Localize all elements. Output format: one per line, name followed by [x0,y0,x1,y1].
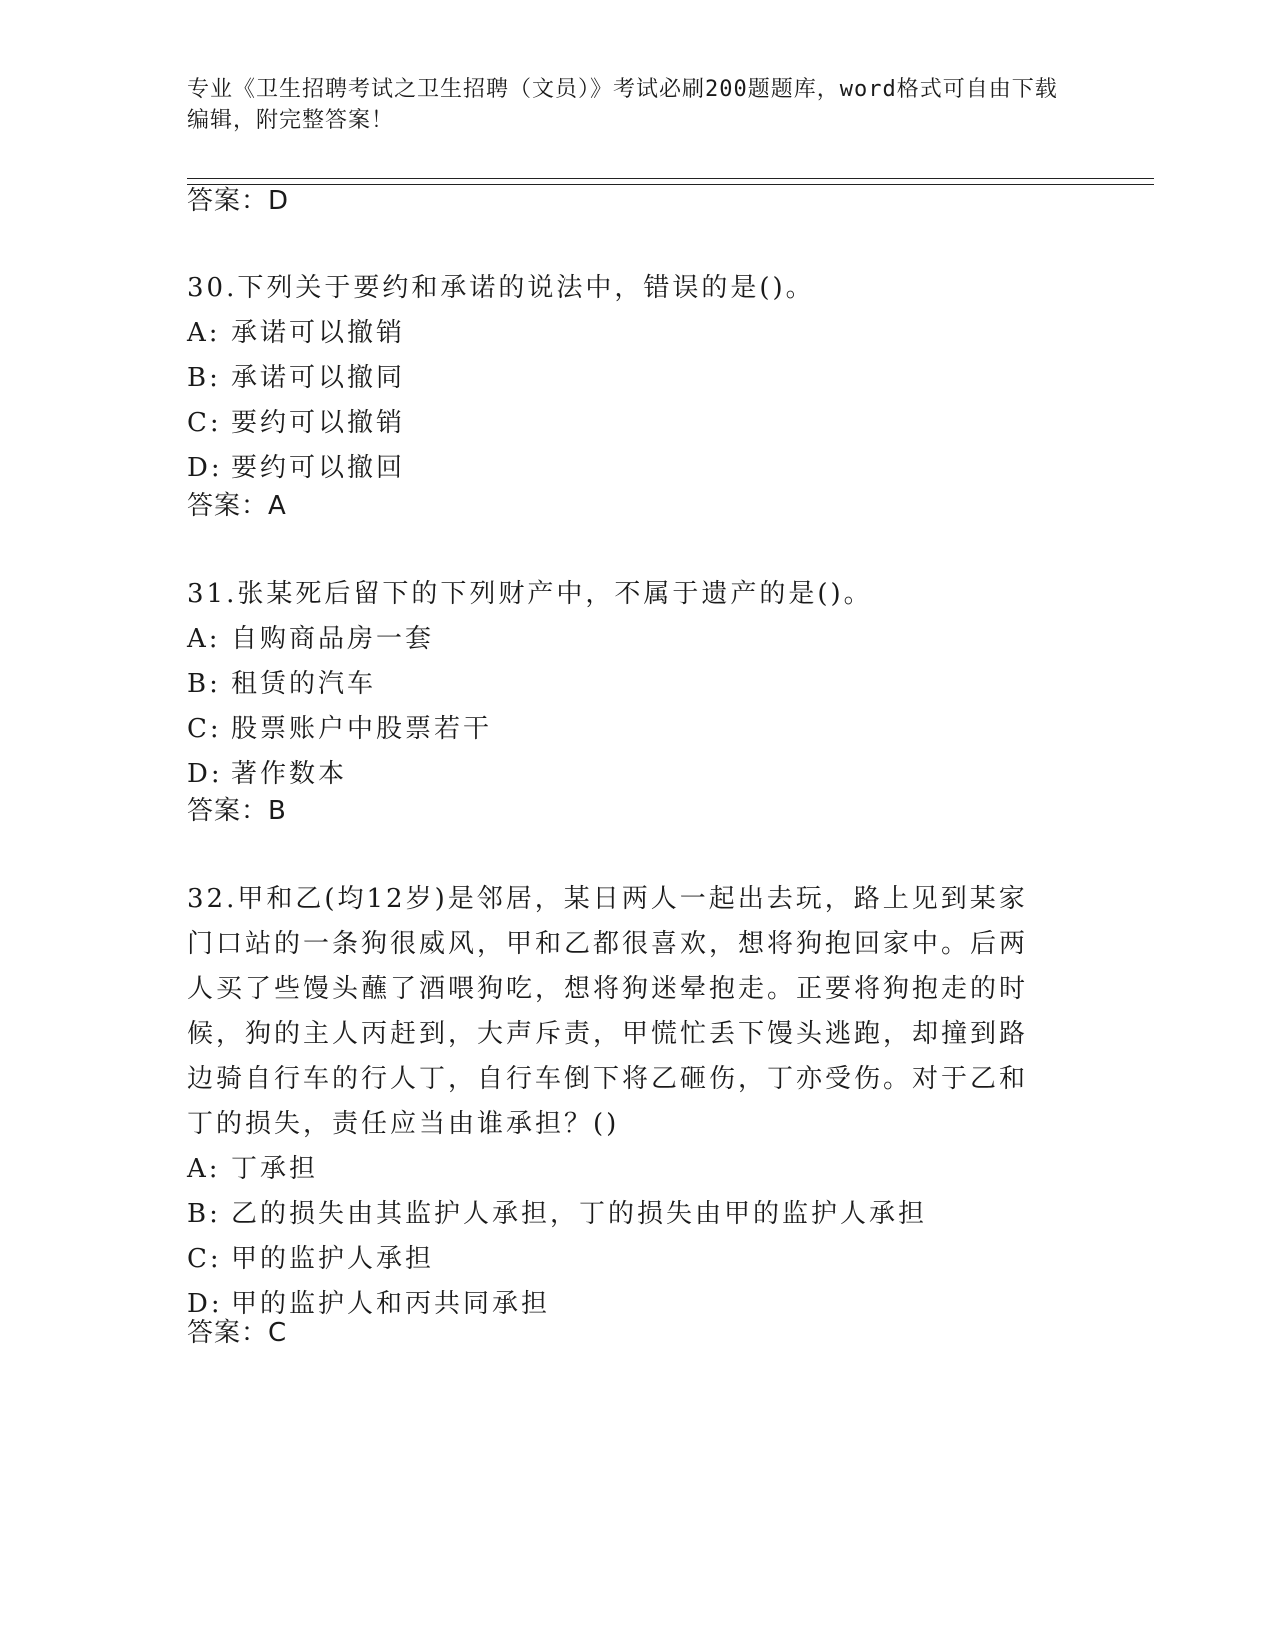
answer-label: 答案： [187,1318,269,1348]
answer-label: 答案： [187,796,269,826]
option-text: 乙的损失由其监护人承担，丁的损失由甲的监护人承担 [231,1199,928,1229]
option-c [187,401,1067,446]
option-text: 承诺可以撤销 [231,318,406,348]
option-key: B: [187,363,221,393]
option-text: 股票账户中股票若干 [231,714,493,744]
answer-line [187,794,287,828]
option-key: D: [187,759,223,789]
option-list [187,311,1067,491]
option-list [187,1147,1047,1327]
option-b [187,662,1067,707]
option-key: A: [187,1154,221,1184]
header-divider [187,178,1154,185]
option-key: C: [187,408,222,438]
answer-line [187,489,287,523]
question-block [187,266,1067,491]
option-text: 自购商品房一套 [231,624,435,654]
option-text: 承诺可以撤同 [231,363,406,393]
answer-value: D [268,186,290,216]
option-key: A: [187,624,221,654]
option-c [187,707,1067,752]
question-block [187,572,1067,797]
option-key: A: [187,318,221,348]
option-a [187,1147,1047,1192]
question-stem: 31.张某死后留下的下列财产中，不属于遗产的是()。 [187,579,873,609]
option-text: 要约可以撤回 [231,453,406,483]
option-d [187,446,1067,491]
answer-line [187,1316,287,1350]
page-header: 专业《卫生招聘考试之卫生招聘（文员）》考试必刷200题题库，word格式可自由下载编辑，附完整答案！ [187,77,1058,133]
option-text: 甲的监护人承担 [231,1244,435,1274]
option-b [187,1192,1047,1237]
option-key: D: [187,453,223,483]
option-key: C: [187,1244,222,1274]
option-key: B: [187,1199,221,1229]
answer-label: 答案： [187,491,269,521]
option-d [187,1282,1047,1327]
answer-line [187,184,289,218]
option-text: 甲的监护人和丙共同承担 [231,1289,551,1319]
answer-value: B [268,796,287,826]
answer-value: C [268,1318,288,1348]
option-c [187,1237,1047,1282]
question-stem: 30.下列关于要约和承诺的说法中，错误的是()。 [187,273,815,303]
question-block [187,877,1047,1327]
option-d [187,752,1067,797]
question-stem: 32.甲和乙(均12岁)是邻居，某日两人一起出去玩，路上见到某家门口站的一条狗很威风，甲和乙都很喜欢，想将狗抱回家中。后两人买了些馒头蘸了酒喂狗吃，想将狗迷晕抱走。正要将狗抱走的时候，狗的主人丙赶到，大声斥责，甲慌忙丢下馒头逃跑，却撞到路边骑自行车的行人丁，自行车倒下将乙砸伤，丁亦受伤。对于乙和丁的损失，责任应当由谁承担？() [187,884,1029,1139]
option-text: 租赁的汽车 [231,669,377,699]
option-key: B: [187,669,221,699]
option-text: 丁承担 [231,1154,319,1184]
option-text: 要约可以撤销 [231,408,406,438]
answer-value: A [268,491,287,521]
answer-label: 答案： [187,186,269,216]
option-key: D: [187,1289,223,1319]
option-key: C: [187,714,222,744]
option-a [187,617,1067,662]
option-text: 著作数本 [231,759,348,789]
option-a [187,311,1067,356]
option-list [187,617,1067,797]
option-b [187,356,1067,401]
